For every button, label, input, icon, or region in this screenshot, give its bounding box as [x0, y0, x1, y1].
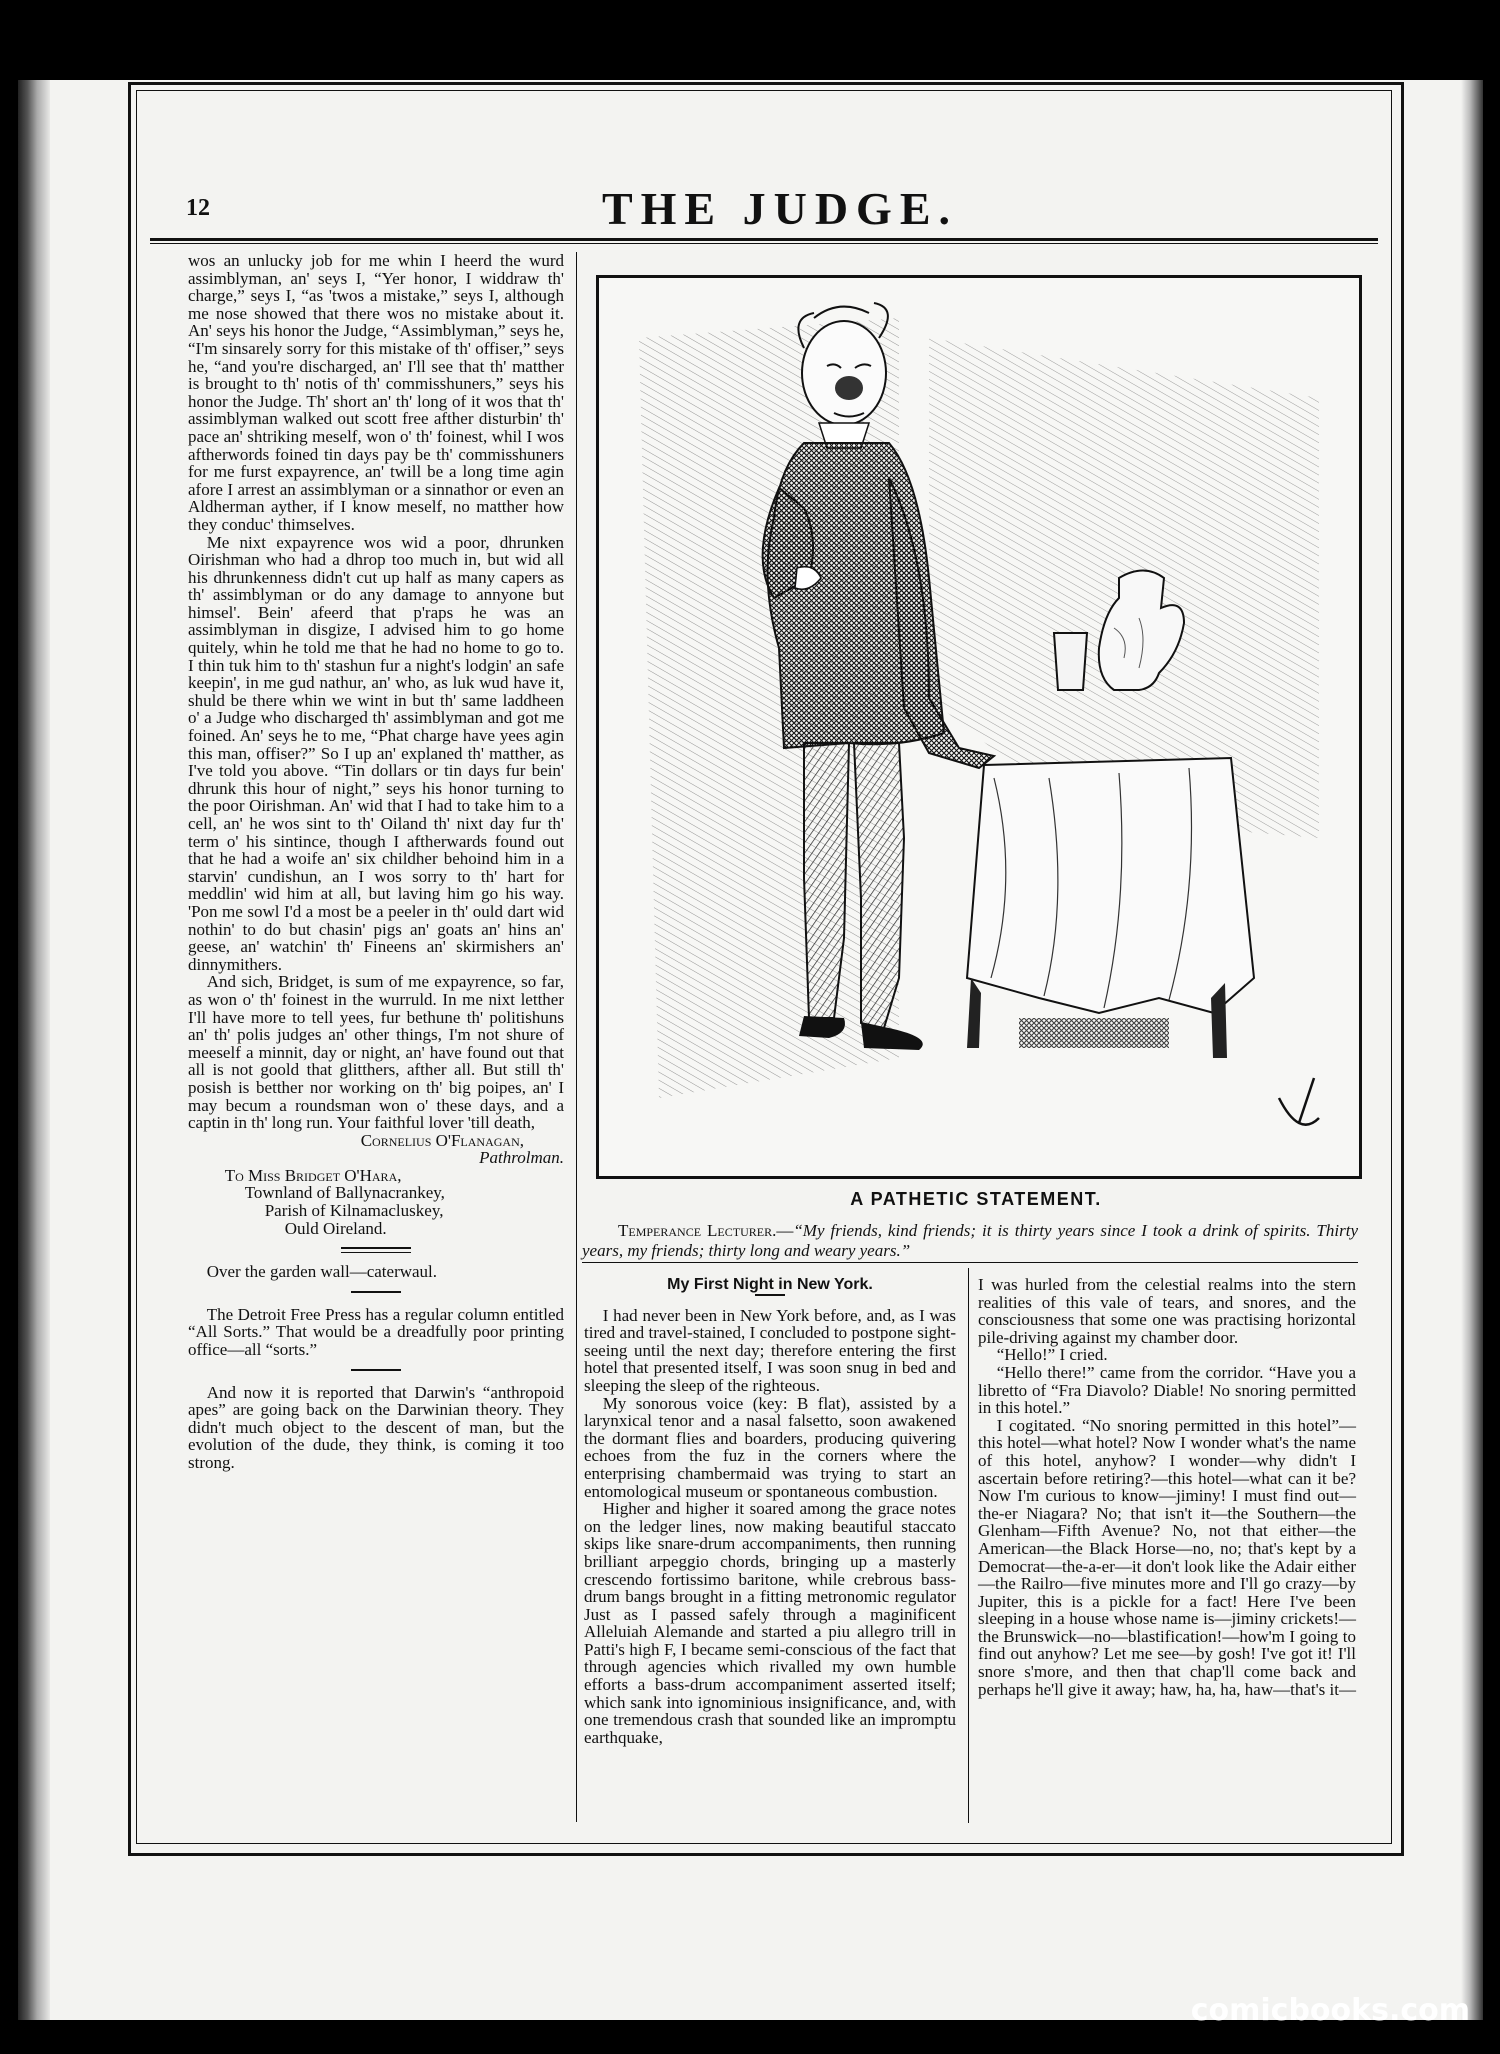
address-line: Townland of Ballynacrankey, — [244, 1183, 445, 1203]
section-divider — [351, 1291, 401, 1296]
binding-edge-right — [1461, 80, 1483, 2020]
caption-speaker: Temperance Lecturer.— — [618, 1221, 794, 1240]
temperance-lecturer-illustration — [599, 278, 1359, 1176]
article-title: My First Night in New York. — [667, 1276, 873, 1293]
masthead-title: THE JUDGE. — [601, 183, 959, 234]
article-paragraph: Higher and higher it soared among the grace notes on the ledger lines, now making beautiful staccato skips like snare-drum accompaniments, then running brilliant arpeggio chords, bringing up a masterly crescendo fortissimo baritone, while crebrous bass-drum bangs brought in a fitting metronomic regulator Just as I passed safely through a maginificent Alleluiah Alemande and started a piu allegro trill in Patti's high F, I became semi-conscious of the fact that through agencies which rivalled my own humble efforts a bass-drum accompaniment asserted itself; which sank into ignominious insignificance, and, with one tremendous crash that sounded like an impromptu earthquake, — [584, 1499, 956, 1747]
caption-quote: “My friends, kind friends; it is thirty years since I took a drink of spirits. Thirty years, my friends; thirty long and weary years.” — [582, 1221, 1358, 1260]
address-line: To Miss Bridget O'Hara, — [224, 1165, 402, 1185]
illustration-caption-title: A PATHETIC STATEMENT. — [850, 1189, 1102, 1209]
letter-paragraph: wos an unlucky job for me whin I heerd the wurd assimblyman, an' seys I, “Yer honor, I widdraw th' charge,” seys I, “as 'twos a mistake,” seys I, although me nose showed that there wos no mistake about it. An' seys his honor the Judge, “Assimblyman,” seys he, “I'm sinsarely sorry for this mistake of th' offiser,” seys he, “and you're discharged, an' I'll see that th' matther is brought to th' notis of th' commisshuners,” seys his honor the Judge. Th' short an' th' long of it wos that th' assimblyman walked out scott free afther disturbin' th' pace an' shtriking meself, won o' th' foinest, whil I wos aftherwords foined tin days pay be th' commisshuners for me furst expayrence, an' twill be a long time agin afore I arrest an assimblyman or a sinnathor or even an Aldherman ayther, if I know meself, no matther how they conduc' thimselves. — [188, 251, 564, 534]
article-paragraph: I cogitated. “No snoring permitted in this hotel”—this hotel—what hotel? Now I wonder what's the name of this hotel, anyhow? I wonder—why didn't I ascertain before retiring?—this hotel—what can it be? Now I'm curious to know—jiminy! I must find out—the-er Niagara? No; that isn't it—the Southern—the Glenham—Fifth Avenue? No, not that either—the American—the Black Horse—no, no; that's kept by a Democrat—the-a-er—it don't look like the Adair either—the Railro—five minutes more and I'll go crazy—by Jupiter, this is a pickle for a fact! Here I've been sleeping in a house whose name is—jiminy crickets!—the Brunswick—no—blastification!—how'm I going to find out anyhow? Let me see—by gosh! I've got it! I'll snore s'more, and then that chap'll come back and perhaps he'll give it away; haw, ha, ha, haw—that's it— — [978, 1415, 1356, 1699]
signature-name: Cornelius O'Flanagan, — [360, 1130, 524, 1150]
article-paragraph: I was hurled from the celestial realms into the stern realities of this vale of tears, and snores, and the consciousness that some one was practising horizontal pile-driving against my chamber door. — [978, 1275, 1356, 1347]
header-rule-thin — [150, 243, 1378, 244]
section-divider — [351, 1369, 401, 1374]
section-divider — [755, 1294, 785, 1299]
address-line: Parish of Kilnamacluskey, — [264, 1201, 444, 1221]
article-paragraph: My sonorous voice (key: B flat), assisted by a larynxical tenor and a nasal falsetto, soon awakened the dormant flies and boarders, producing quivering echoes from the fuz in the corners where the enterprising chambermaid was trying to start an entomological museum or spontaneous combustion. — [584, 1393, 956, 1501]
address-line: Ould Oireland. — [284, 1218, 387, 1238]
column-rule — [576, 252, 577, 1822]
letter-paragraph: And sich, Bridget, is sum of me expayrence, so far, as won o' th' foinest in the wurruld. In me nixt letther I'll have more to tell yees, fur bethune th' politishuns an' th' polis judges an' other things, I'm not shure of meeself a minnit, day or night, an' have found out that all is not goold that glitthers, afther all. But still th' posish is betther nor working on th' big poipes, an' I may becum a roundsman won o' these days, and a captin in th' long run. Your faithful lover 'till death, — [188, 972, 564, 1133]
column-rule — [968, 1268, 969, 1823]
watermark: comicbooks.com — [1190, 1993, 1470, 2028]
signature-title: Pathrolman. — [479, 1148, 564, 1168]
article-column-2 — [978, 1276, 1356, 1698]
section-divider — [341, 1247, 411, 1253]
binding-edge-left — [18, 80, 50, 2020]
letter-paragraph: Me nixt expayrence wos wid a poor, dhrunken Oirishman who had a dhrop too much in, but wid all his dhrunkenness didn't cut up half as many capers as th' assimblyman or do any damage to annyone but himsel'. Bein' afeerd that p'raps he was an assimblyman in disgize, I advised him to go home quitely, whin he told me that he had no home to go to. I thin tuk him to th' stashun fur a night's lodgin' an safe keepin', in me gud nathur, an' who, as luk wud have it, shuld be there whin we wint in but th' same laddheen o' a Judge who discharged th' assimblyman and got me foined. An' seys he to me, “Phat charge have yees agin this man, offiser?” So I up an' explaned th' matther, as I've told you above. “Tin dollars or tin days fur bein' dhrunk this hour of night,” seys his honor turning to the poor Oirishman. An' wid that I had to take him to a cell, an' he wos sint to th' Oiland th' nixt day fur th' term o' his sintince, though I aftherwards found out that he had a woife an' six childher behoind him in a starvin' cundishun, an I wos sorry to th' hart for meddlin' wid him at all, but laving him go his way. 'Pon me sowl I'd a most be a peeler in th' ould dart wid nothin' to do but chasin' pigs an' goats an' hins an' geese, an' watchin' th' Fineens an' skirmishers an' dinnymithers. — [188, 532, 564, 974]
item-darwin: And now it is reported that Darwin's “anthropoid apes” are going back on the Darwinian theory. They didn't much object to the descent of man, but the evolution of the dude, they think, is coming it too strong. — [188, 1382, 564, 1472]
left-column — [188, 252, 564, 1472]
article-rule — [582, 1262, 1358, 1263]
illustration-caption — [582, 1221, 1358, 1261]
article-paragraph: I had never been in New York before, and, as I was tired and travel-stained, I concluded to postpone sight-seeing until the next day; therefore entering the first hotel that presented itself, I was soon snug in bed and sleeping the sleep of the righteous. — [584, 1305, 956, 1395]
article-column-1 — [584, 1276, 956, 1746]
header-rule — [150, 238, 1378, 241]
illustration-frame — [596, 275, 1362, 1179]
article-paragraph: “Hello!” I cried. — [996, 1345, 1108, 1365]
article-paragraph: “Hello there!” came from the corridor. “Have you a libretto of “Fra Diavolo? Diable! No snoring permitted in this hotel.” — [978, 1362, 1356, 1418]
page-number: 12 — [186, 195, 210, 221]
item-detroit: The Detroit Free Press has a regular column entitled “All Sorts.” That would be a dreadfully poor printing office—all “sorts.” — [188, 1304, 564, 1360]
address-block — [206, 1167, 564, 1237]
item-garden: Over the garden wall—caterwaul. — [206, 1262, 438, 1282]
